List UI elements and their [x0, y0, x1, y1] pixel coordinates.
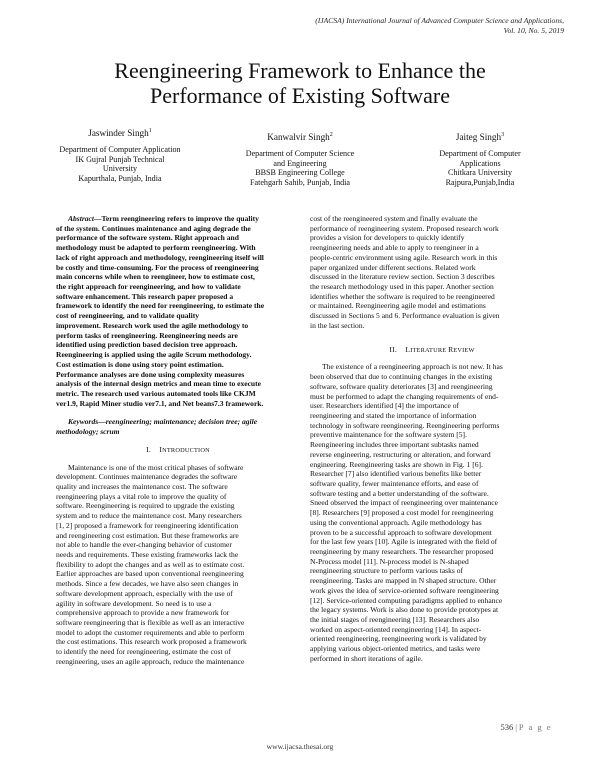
section-heading-introduction: I. INTRODUCTION: [146, 444, 210, 454]
author-name: Kanwalvir Singh$^2$: [267, 132, 333, 143]
introduction-continued: cost of the reengineered system and finally evaluate the performance of reengineering system. Proposed research work provides a vision for developers to quickly identify reengineering needs and able to apply to reengineer in a people-centric environment using agile. Research work in this paper organized under different sections. Related work discussed in the literature review section. Section 3 describes the research methodology used in this paper. Another section identifies whether the software is required to be reengineered or maintained. Reengineering agile model and estimations discussed in Sections 5 and 6. Performance evaluation is given in the last section.: [310, 214, 500, 330]
author-affiliation: Department of Computer Science: [245, 148, 355, 158]
literature-review-paragraph: The existence of a reengineering approach is not new. It has been observed that due to continuing changes in the existing software, software quality deteriorates [3] and reengineering must be performed to adapt the changing requirements of end- user. Researchers identified [4] the importance of reengineering and stated the importance of information technology in software reengineering. Reengineering performs preventive maintenance for the software system [5]. Reengineering includes three important subtasks named reverse engineering, restructuring or alteration, and forward engineering. Reengineering tasks are shown in Fig. 1 [6]. Researcher [7] also identified various benefits like better software quality, fewer maintenance efforts, and ease of software testing and a better understanding of the software. Sneed observed the impact of reengineering over maintenance [8]. Researchers [9] proposed a cost model for reengineering using the conventional approach. Agile methodology has proven to be a successful approach to software development for the last few years [10]. Agile is integrated with the field of reengineering by many researchers. The researcher proposed N-Process model [11]. N-process model is N-shaped reengineering structure to perform various tasks of reengineering. Tasks are mapped in N shaped structure. Other work gives the idea of service-oriented software reengineering [12]. Service-oriented computing paradigms applied to enhance the legacy systems. Work is also done to provide prototypes at the initial stages of reengineering [13]. Researchers also worked on aspect-oriented reengineering [14]. In aspect- oriented reengineering, reengineering work is validated by applying various object-oriented metrics, and tasks were performed in short iterations of agile.: [310, 362, 503, 663]
author-2: [220, 131, 380, 188]
journal-header: [204, 16, 564, 35]
abstract-label: Abstract: [68, 214, 94, 223]
author-affiliation: Applications: [459, 158, 501, 168]
title-line-2: Performance of Existing Software: [150, 83, 450, 108]
abstract: Abstract—Term reengineering refers to improve the quality of the system. Continues maintenance and aging degrade the performance of the software system. Right approach and methodology must be adapted to perform reengineering. With lack of right approach and methodology, reengineering itself will be costly and time-consuming. For the process of reengineering main concerns while when to reengineer, how to estimate cost, the right approach for reengineering, and how to validate software enhancement. This research paper proposed a framework to identify the need for reengineering, to estimate the cost of reengineering, and to validate quality improvement. Research work used the agile methodology to perform tasks of reengineering. Reengineering needs are identified using prediction based decision tree approach. Reengineering is applied using the agile Scrum methodology. Cost estimation is done using story point estimation. Performance analyses are done using complexity measures analysis of the internal design metrics and mean time to execute metric. The research used various automated tools like CKJM ver1.9, Rapid Miner studio ver7.1, and Net beans7.3 framework.: [56, 214, 265, 408]
footer-url[interactable]: www.ijacsa.thesai.org: [266, 742, 334, 751]
author-name: Jaswinder Singh$^1$: [88, 128, 152, 139]
author-affiliation: BBSB Engineering College: [255, 168, 345, 178]
left-column: [56, 214, 300, 667]
author-affiliation: University: [102, 164, 138, 174]
journal-volume: Vol. 10, No. 5, 2019: [503, 25, 564, 35]
author-location: Rajpura,Punjab,India: [445, 178, 515, 188]
author-name: Jaiteg Singh$^3$: [455, 132, 505, 143]
author-affiliation: Chitkara University: [447, 168, 513, 178]
paper-title: [40, 58, 560, 108]
author-location: Kapurthala, Punjab, India: [78, 174, 162, 184]
introduction-paragraph: Maintenance is one of the most critical phases of software development. Continues maintenance degrades the software quality and increases the maintenance cost. The software reengineering plays a vital role to improve the quality of software. Reengineering is required to upgrade the existing system and to reduce the maintenance cost. Many researchers [1, 2] proposed a framework for reengineering identification and reengineering cost estimation. But these frameworks are not able to handle the ever-changing behavior of customer needs and requirements. These existing frameworks lack the flexibility to adopt the changes and as well as to estimate cost. Earlier approaches are based upon conventional reengineering methods. Since a few decades, we have also seen changes in software development approach, especially with the use of agility in software development. So need is to use a comprehensive approach to provide a new framework for software reengineering that is flexible as well as an interactive model to adopt the customer requirements and able to perform the cost estimations. This research work proposed a framework to identify the need for reengineering, estimate the cost of reengineering, uses an agile approach, reduce the maintenance: [56, 462, 247, 666]
journal-name: (IJACSA) International Journal of Advanced Computer Science and Applications,: [315, 16, 564, 25]
author-affiliation: Department of Computer: [439, 148, 521, 158]
author-affiliation: IK Gujral Punjab Technical: [75, 154, 165, 164]
right-column: [310, 214, 554, 664]
author-location: Fatehgarh Sahib, Punjab, India: [249, 178, 351, 188]
author-affiliation: Department of Computer Application: [59, 144, 181, 154]
title-line-1: Reengineering Framework to Enhance the: [114, 58, 486, 83]
author-1: [40, 127, 200, 184]
author-3: [400, 131, 560, 188]
page-number: 536 | P a g e: [500, 722, 552, 732]
author-affiliation: and Engineering: [273, 158, 327, 168]
keywords: Keywords—reengineering; maintenance; decision tree; agile methodology; scrum: [56, 417, 258, 437]
section-heading-literature-review: II. LITERATURE REVIEW: [389, 344, 475, 354]
